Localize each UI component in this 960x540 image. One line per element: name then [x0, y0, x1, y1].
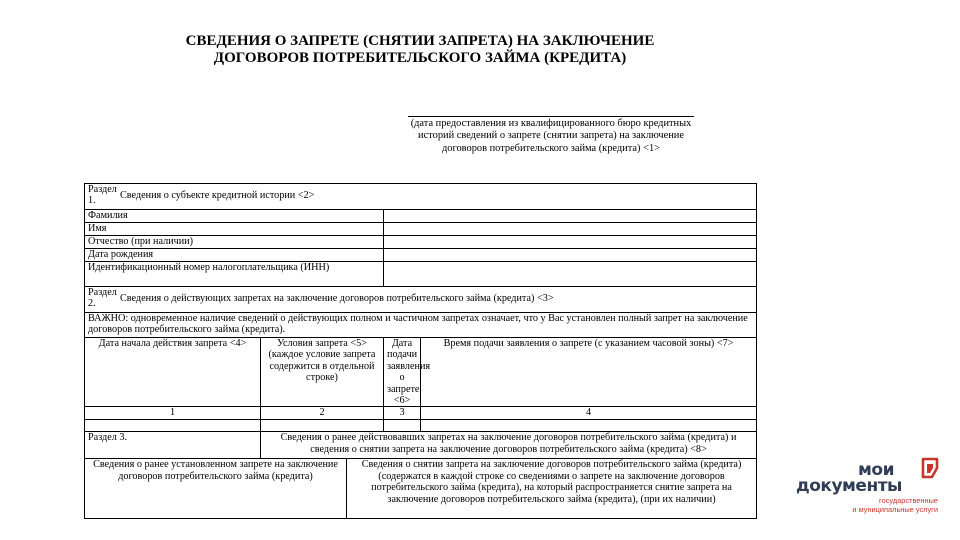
- section2-col-start-date: Дата начала действия запрета <4>: [85, 338, 261, 407]
- section2-cell[interactable]: [421, 420, 757, 432]
- field-value-birthdate[interactable]: [384, 249, 757, 262]
- col-number-4: 4: [421, 407, 757, 420]
- field-label-birthdate: Дата рождения: [85, 249, 384, 262]
- section2-label: Раздел 2.: [88, 287, 117, 310]
- section2-col-conditions: Условия запрета <5> (каждое условие запрета содержится в отдельной строке): [261, 338, 384, 407]
- logo-subtitle: [852, 497, 938, 514]
- field-value-surname[interactable]: [384, 210, 757, 223]
- section3-col-ban-removal-note: (содержатся в каждой строке со сведениями о запрете на заключение договоров потребительского займа (кредита), на который распространяется снятие запрета на заключение договоров потребительского займа (кредита), (при их наличии): [371, 470, 732, 505]
- logo-word-moi: мои: [858, 460, 894, 480]
- field-label-patronymic: Отчество (при наличии): [85, 236, 384, 249]
- logo-subtitle-line-2: и муниципальные услуги: [852, 504, 938, 514]
- section2-cell[interactable]: [384, 420, 421, 432]
- col-number-1: 1: [85, 407, 261, 420]
- col-number-3: 3: [384, 407, 421, 420]
- section3-col-ban-removal: [347, 459, 757, 519]
- field-value-name[interactable]: [384, 223, 757, 236]
- section2-cell[interactable]: [261, 420, 384, 432]
- section2-important-note: ВАЖНО: одновременное наличие сведений о действующих полном и частичном запретах означает, что у Вас установлен полный запрет на заключение договоров потребительского займа (кредита).: [85, 313, 757, 338]
- field-label-name: Имя: [85, 223, 384, 236]
- document-title: [0, 33, 840, 67]
- section3-col-previous-ban: Сведения о ранее установленном запрете на заключение договоров потребительского займа (кредита): [85, 459, 347, 519]
- date-input-line[interactable]: [408, 116, 694, 117]
- field-value-inn[interactable]: [384, 262, 757, 287]
- section3-title: Сведения о ранее действовавших запретах на заключение договоров потребительского займа (кредита) и сведения о снятии запрета на заключение договоров потребительского займа (кредита) <8>: [261, 432, 757, 459]
- moi-dokumenty-logo: [796, 456, 946, 518]
- logo-mark-icon: [918, 456, 942, 482]
- logo-subtitle-line-1: государственные: [879, 496, 938, 505]
- field-value-patronymic[interactable]: [384, 236, 757, 249]
- section3-label: Раздел 3.: [85, 432, 261, 459]
- field-label-surname: Фамилия: [85, 210, 384, 223]
- section3-col-ban-removal-title: Сведения о снятии запрета на заключение договоров потребительского займа (кредита): [361, 459, 742, 471]
- section2-col-filing-time: Время подачи заявления о запрете (с указанием часовой зоны) <7>: [421, 338, 757, 407]
- form-table: [84, 183, 757, 519]
- section1-title: Сведения о субъекте кредитной истории <2>: [120, 190, 315, 201]
- section2-col-filing-date: Дата подачи заявления о запрете <6>: [384, 338, 421, 407]
- section2-cell[interactable]: [85, 420, 261, 432]
- field-label-inn: Идентификационный номер налогоплательщика (ИНН): [85, 262, 384, 287]
- section1-header: [85, 184, 757, 210]
- section1-label: Раздел 1.: [88, 184, 117, 207]
- logo-word-dokumenty: документы: [796, 476, 902, 496]
- section2-title: Сведения о действующих запретах на заключение договоров потребительского займа (кредита) <3>: [120, 293, 554, 304]
- date-note: (дата предоставления из квалифицированного бюро кредитных историй сведений о запрете (снятии запрета) на заключение договоров потребительского займа (кредита) <1>: [410, 118, 692, 154]
- title-line-2: ДОГОВОРОВ ПОТРЕБИТЕЛЬСКОГО ЗАЙМА (КРЕДИТА): [213, 50, 627, 66]
- section2-header: [85, 287, 757, 313]
- title-line-1: СВЕДЕНИЯ О ЗАПРЕТЕ (СНЯТИИ ЗАПРЕТА) НА ЗАКЛЮЧЕНИЕ: [185, 33, 655, 49]
- col-number-2: 2: [261, 407, 384, 420]
